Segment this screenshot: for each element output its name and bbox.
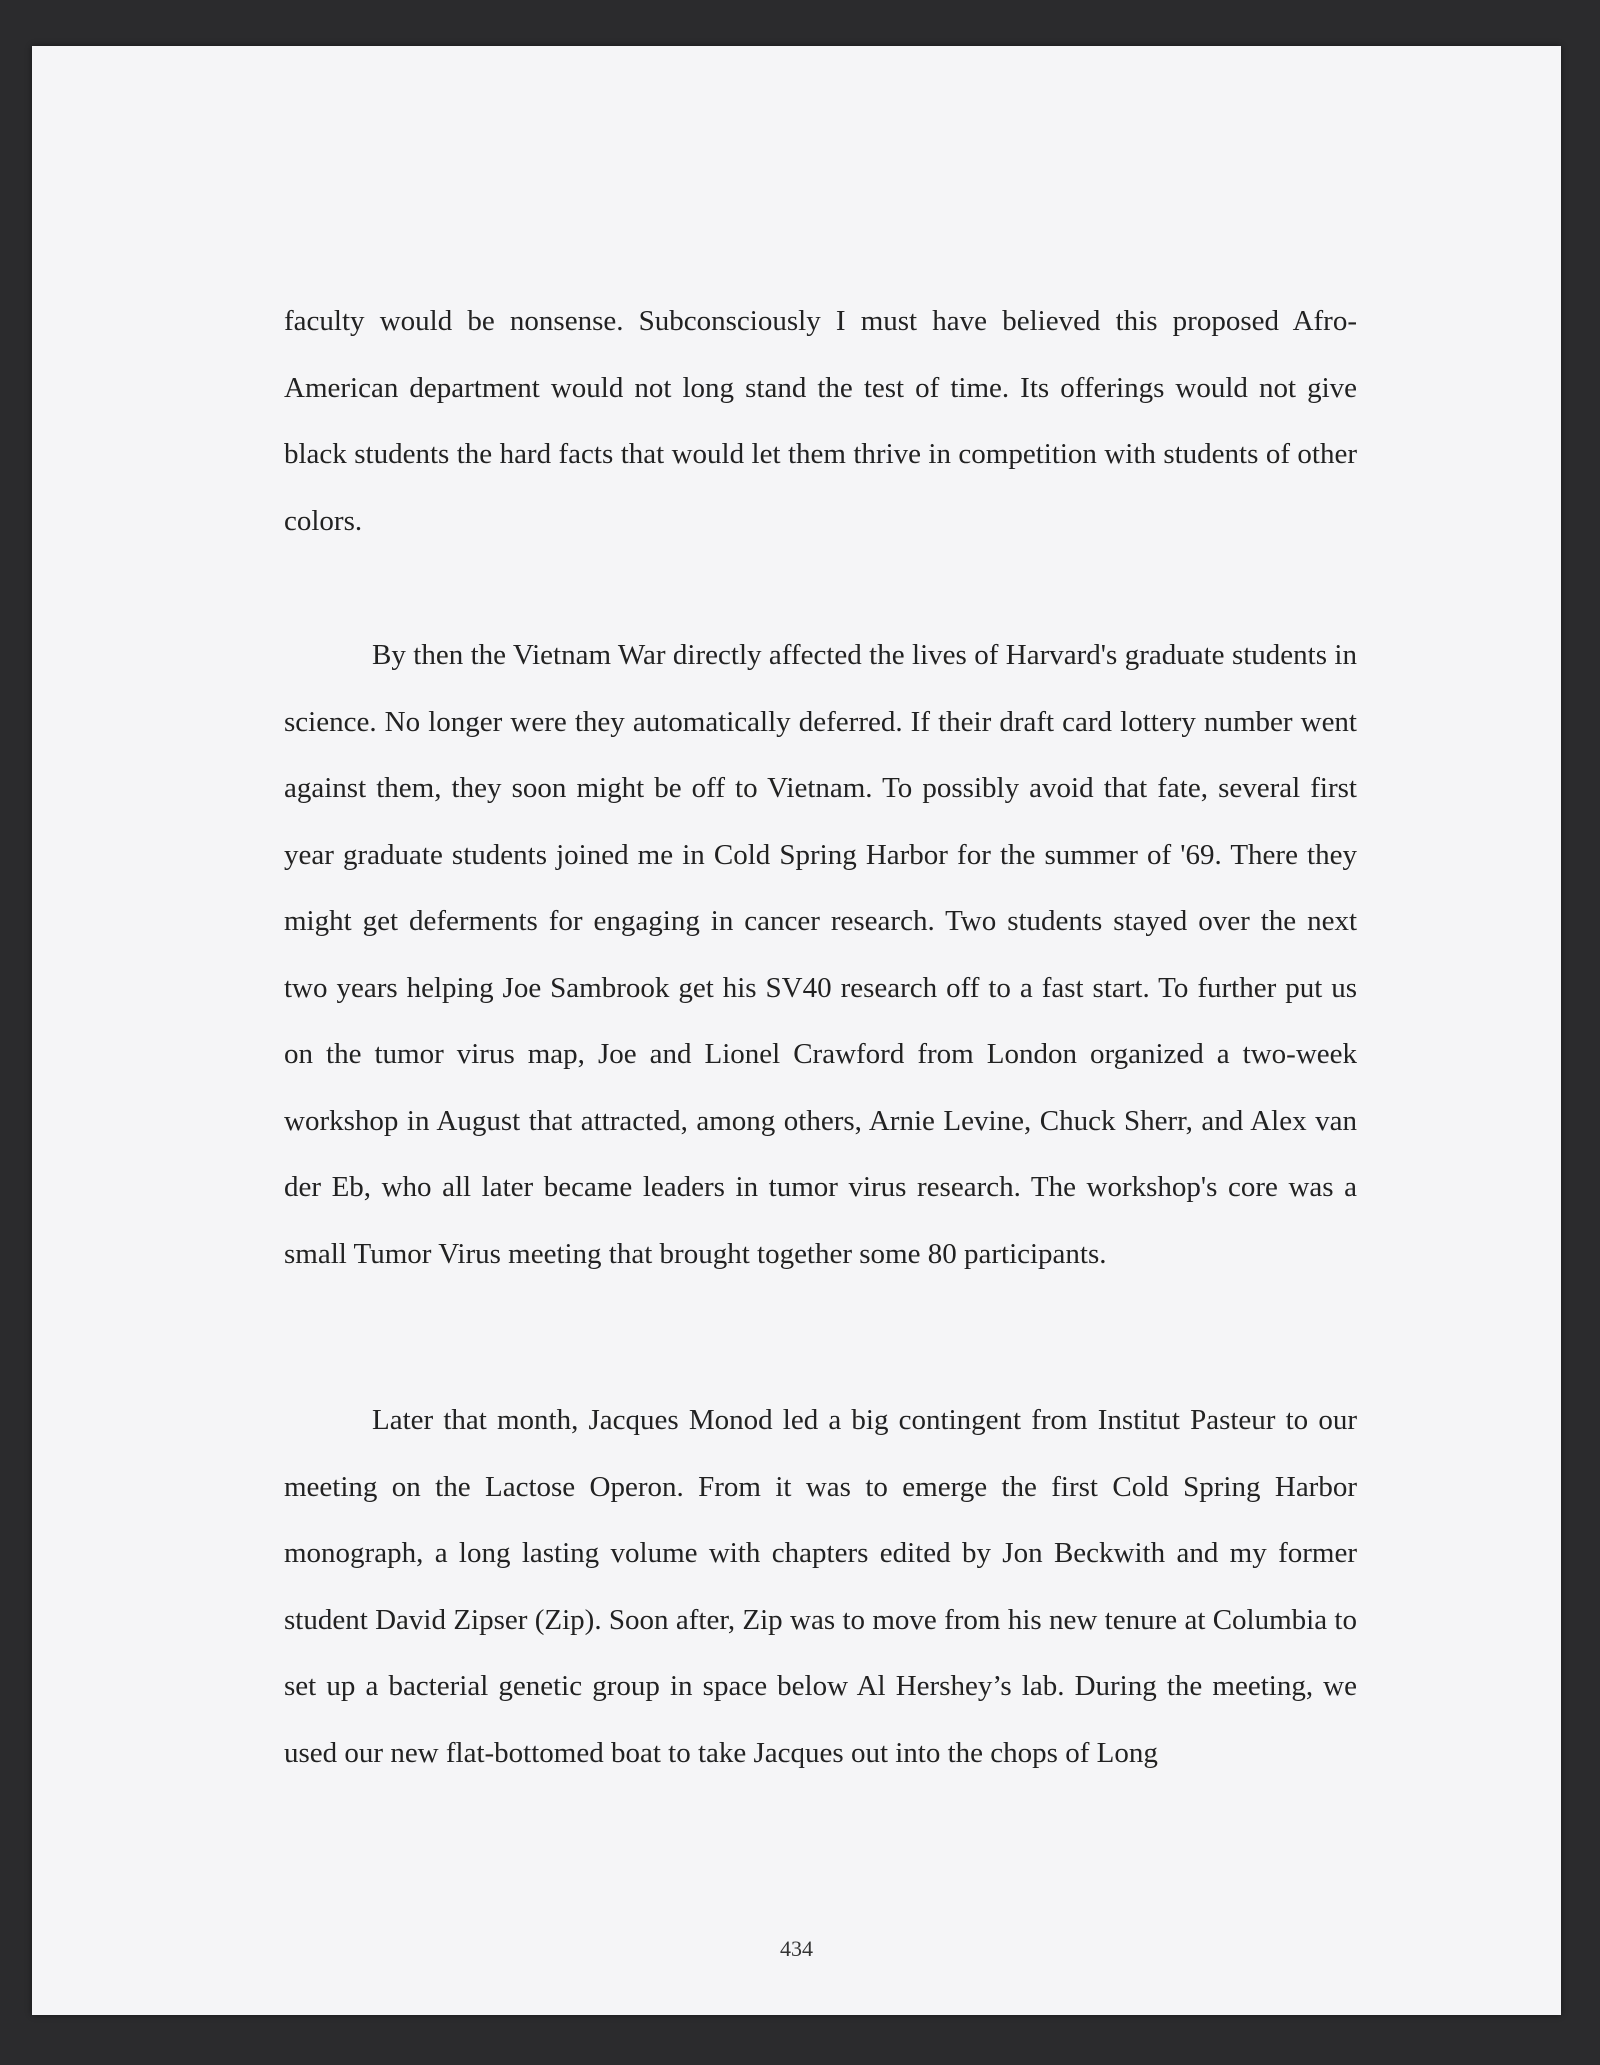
document-page xyxy=(32,46,1561,2015)
page-number: 434 xyxy=(780,1936,813,1961)
paragraph-1: faculty would be nonsense. Subconsciously I must have believed this proposed Afro-American department would not long stand the test of time. Its offerings would not give black students the hard facts that would let them thrive in competition with students of other colors. xyxy=(284,305,1357,537)
paragraph-3: Later that month, Jacques Monod led a big contingent from Institut Pasteur to our meeting on the Lactose Operon. From it was to emerge the first Cold Spring Harbor monograph, a long lasting volume with chapters edited by Jon Beckwith and my former student David Zipser (Zip). Soon after, Zip was to move from his new tenure at Columbia to set up a bacterial genetic group in space below Al Hershey’s lab. During the meeting, we used our new flat-bottomed boat to take Jacques out into the chops of Long xyxy=(284,1404,1357,1769)
paragraph-2: By then the Vietnam War directly affected the lives of Harvard's graduate students in science. No longer were they automatically deferred. If their draft card lottery number went against them, they soon might be off to Vietnam. To possibly avoid that fate, several first year graduate students joined me in Cold Spring Harbor for the summer of '69. There they might get deferments for engaging in cancer research. Two students stayed over the next two years helping Joe Sambrook get his SV40 research off to a fast start. To further put us on the tumor virus map, Joe and Lionel Crawford from London organized a two-week workshop in August that attracted, among others, Arnie Levine, Chuck Sherr, and Alex van der Eb, who all later became leaders in tumor virus research. The workshop's core was a small Tumor Virus meeting that brought together some 80 participants. xyxy=(284,639,1357,1270)
